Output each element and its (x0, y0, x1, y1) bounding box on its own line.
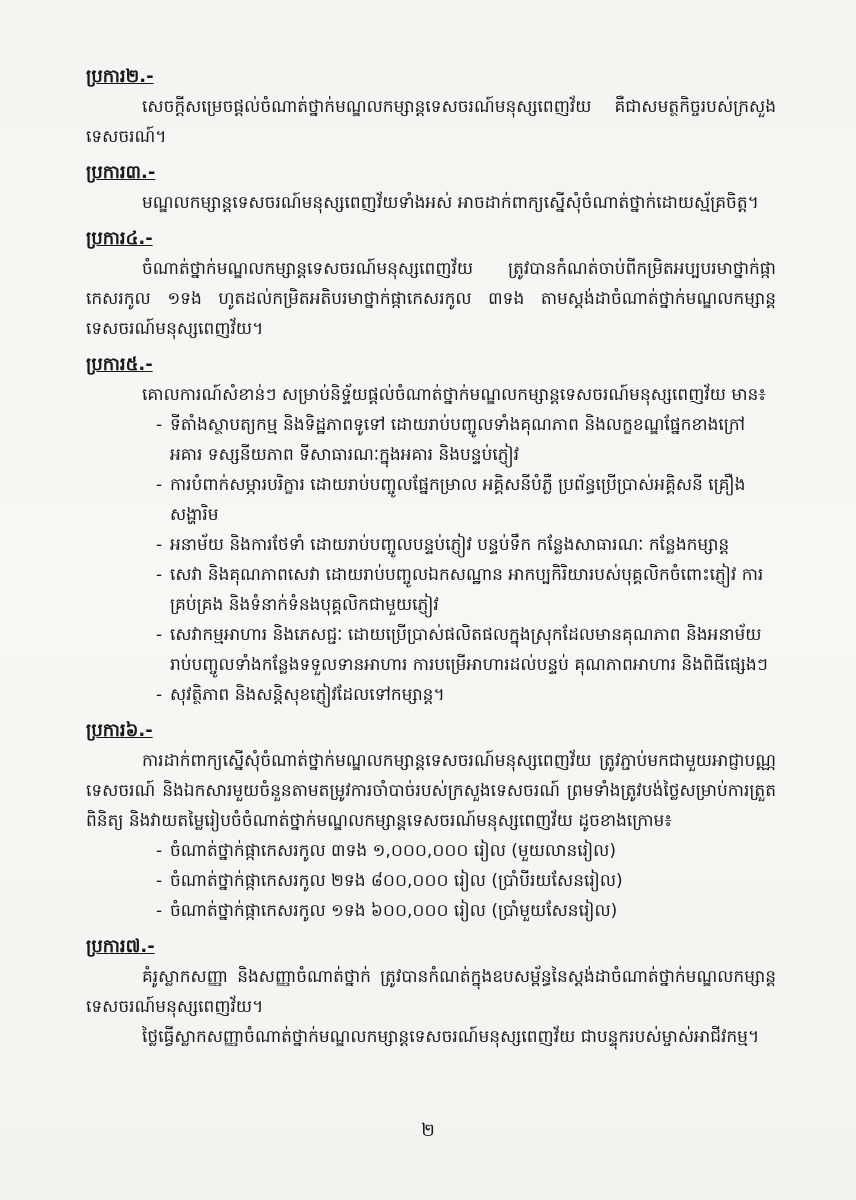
page-number: ២ (421, 1120, 435, 1141)
article-paragraph: ថ្លៃធ្វើស្លាកសញ្ញាចំណាត់ថ្នាក់មណ្ឌលកម្សាន្តទេសចរណ៍មនុស្សពេញវ័យ ជាបន្ទុករបស់ម្ចាស់អាជីវកម្ម។ (142, 1027, 760, 1047)
article-heading: ប្រការ២.- (86, 66, 154, 87)
article-5 (86, 350, 776, 710)
list-item: - អនាម័យ និងការថែទាំ ដោយរាប់បញ្ចូលបន្ទប់ភ្ញៀវ បន្ទប់ទឹក កន្លែងសាធារណៈ កន្លែងកម្សាន្ត (156, 530, 776, 560)
article-paragraph: គំរូស្លាកសញ្ញា និងសញ្ញាចំណាត់ថ្នាក់ ត្រូវបានកំណត់ក្នុងឧបសម្ព័ន្ធនៃស្តង់ដាចំណាត់ថ្នាក់មណ្ឌលកម្សាន្តទេសចរណ៍មនុស្សពេញវ័យ។ (86, 967, 776, 1017)
list-item: - ចំណាត់ថ្នាក់ផ្កាកេសរកូល ៣ទង ១,០០០,០០០ រៀល (មួយលានរៀល) (156, 836, 776, 866)
article-4 (86, 224, 776, 344)
article-heading: ប្រការ៥.- (86, 354, 153, 375)
article-paragraph: ការដាក់ពាក្យស្នើសុំចំណាត់ថ្នាក់មណ្ឌលកម្សាន្តទេសចរណ៍មនុស្សពេញវ័យ ត្រូវភ្ជាប់មកជាមួយអាជ្ញាបណ្ណទេសចរណ៍ និងឯកសារមួយចំនួនតាមតម្រូវការចាំបាច់របស់ក្រសួងទេសចរណ៍ ព្រមទាំងត្រូវបង់ថ្លៃសម្រាប់ការត្រួតពិនិត្យ និងវាយតម្លៃរៀបចំចំណាត់ថ្នាក់មណ្ឌលកម្សាន្តទេសចរណ៍មនុស្សពេញវ័យ ដូចខាងក្រោម៖ (86, 751, 776, 831)
list-item: - សុវត្ថិភាព និងសន្តិសុខភ្ញៀវដែលទៅកម្សាន្ត។ (156, 680, 776, 710)
article-paragraph: មណ្ឌលកម្សាន្តទេសចរណ៍មនុស្សពេញវ័យទាំងអស់ អាចដាក់ពាក្យស្នើសុំចំណាត់ថ្នាក់ដោយស្ម័គ្រចិត្ត។ (142, 193, 759, 213)
list-item: - ទីតាំងស្ថាបត្យកម្ម និងទិដ្ឋភាពទូទៅ ដោយរាប់បញ្ចូលទាំងគុណភាព និងលក្ខខណ្ឌផ្នែកខាងក្រៅអគារ ទស្សនីយភាព ទីសាធារណៈក្នុងអគារ និងបន្ទប់ភ្ញៀវ (156, 410, 776, 470)
article-heading: ប្រការ៦.- (86, 720, 153, 741)
article-paragraph: គោលការណ៍សំខាន់ៗ សម្រាប់និទ្ទ័យផ្តល់ចំណាត់ថ្នាក់មណ្ឌលកម្សាន្តទេសចរណ៍មនុស្សពេញវ័យ មាន៖ (142, 385, 766, 405)
list-item: - សេវា និងគុណភាពសេវា ដោយរាប់បញ្ចូលឯកសណ្ឋាន អាកប្បកិរិយារបស់បុគ្គលិកចំពោះភ្ញៀវ ការគ្រប់គ្រង និងទំនាក់ទំនងបុគ្គលិកជាមួយភ្ញៀវ (156, 560, 776, 620)
principles-list (86, 410, 776, 710)
article-paragraph: ចំណាត់ថ្នាក់មណ្ឌលកម្សាន្តទេសចរណ៍មនុស្សពេញវ័យ ត្រូវបានកំណត់ចាប់ពីកម្រិតអប្បបរមាថ្នាក់ផ្កាកេសរកូល ១ទង ហូតដល់កម្រិតអតិបរមាថ្នាក់ផ្កាកេសរកូល ៣ទង តាមស្តង់ដាចំណាត់ថ្នាក់មណ្ឌលកម្សាន្តទេសចរណ៍មនុស្សពេញវ័យ។ (86, 259, 776, 339)
article-6 (86, 716, 776, 926)
list-item: - ការបំពាក់សម្ភារបរិក្ខារ ដោយរាប់បញ្ចូលផ្នែកម្រាល អគ្គិសនីបំភ្លឺ ប្រព័ន្ធប្រើប្រាស់អគ្គិសនី គ្រឿងសង្ហារិម (156, 470, 776, 530)
article-2 (86, 62, 776, 152)
list-item: - ចំណាត់ថ្នាក់ផ្កាកេសរកូល ១ទង ៦០០,០០០ រៀល (ប្រាំមួយសែនរៀល) (156, 896, 776, 926)
article-7 (86, 932, 776, 1052)
article-heading: ប្រការ៤.- (86, 228, 153, 249)
list-item: - សេវាកម្មអាហារ និងភេសជ្ជៈ ដោយប្រើប្រាស់ផលិតផលក្នុងស្រុកដែលមានគុណភាព និងអនាម័យ រាប់បញ្ចូលទាំងកន្លែងទទួលទានអាហារ ការបម្រើអាហារដល់បន្ទប់ គុណភាពអាហារ និងពិធីផ្សេងៗ (156, 620, 776, 680)
list-item: - ចំណាត់ថ្នាក់ផ្កាកេសរកូល ២ទង ៨០០,០០០ រៀល (ប្រាំបីរយសែនរៀល) (156, 866, 776, 896)
article-heading: ប្រការ៣.- (86, 162, 156, 183)
article-3 (86, 158, 776, 218)
article-paragraph: សេចក្តីសម្រេចផ្តល់ចំណាត់ថ្នាក់មណ្ឌលកម្សាន្តទេសចរណ៍មនុស្សពេញវ័យ គឺជាសមត្ថកិច្ចរបស់ក្រសួងទេសចរណ៍។ (86, 97, 776, 147)
document-body (86, 62, 776, 1058)
article-heading: ប្រការ៧.- (86, 936, 155, 957)
fee-list (86, 836, 776, 926)
